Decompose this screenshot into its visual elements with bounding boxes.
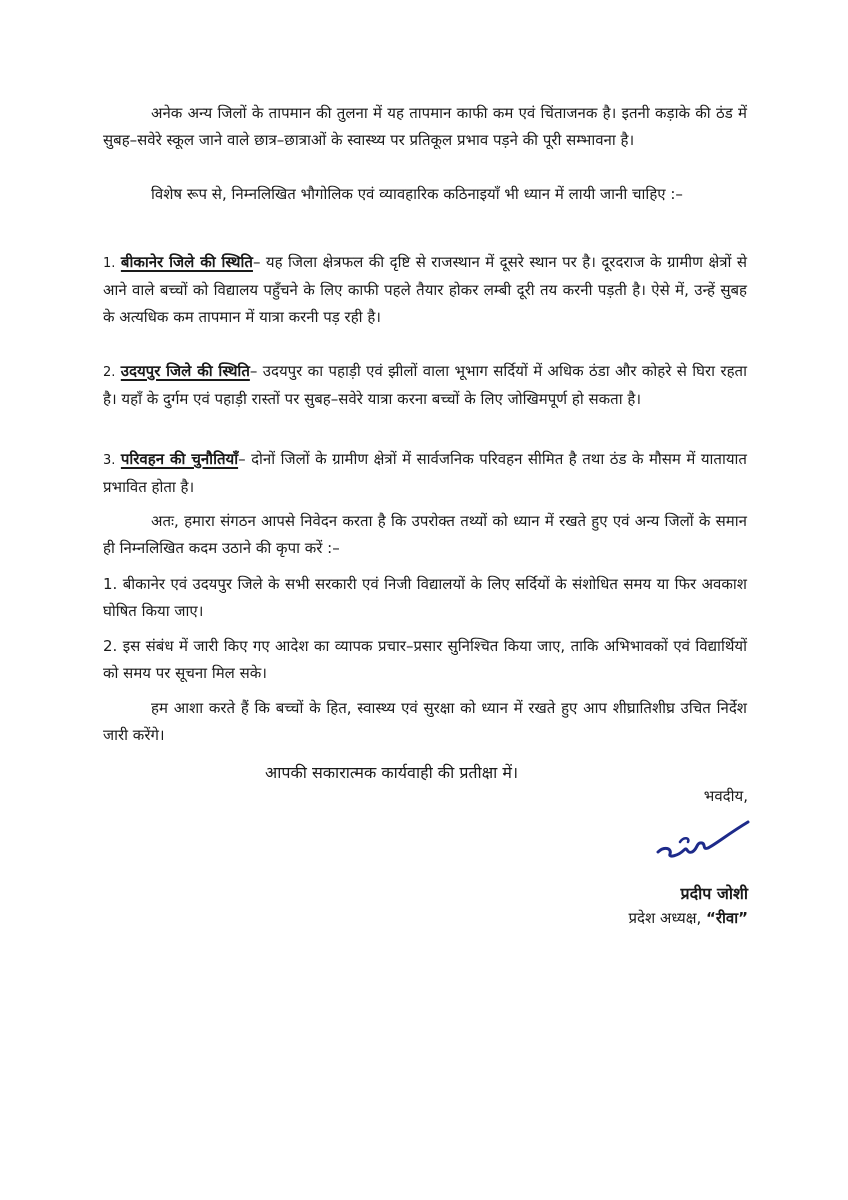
point-1	[103, 249, 747, 331]
point-1-heading: बीकानेर जिले की स्थिति	[120, 253, 253, 271]
request-paragraph: अतः, हमारा संगठन आपसे निवेदन करता है कि उपरोक्त तथ्यों को ध्यान में रखते हुए एवं अन्य जिलों के समान ही निम्नलिखित कदम उठाने की कृपा करें :–	[103, 512, 747, 557]
point-3-number: 3.	[103, 453, 116, 468]
point-2-number: 2.	[103, 365, 116, 380]
handwritten-signature	[650, 812, 760, 867]
valediction: भवदीय,	[703, 787, 748, 805]
point-2-text: – उदयपुर का पहाड़ी एवं झीलों वाला भूभाग सर्दियों में अधिक ठंडा और कोहरे से घिरा रहता है। यहाँ के दुर्गम एवं पहाड़ी रास्तों पर सुबह–सवेरे यात्रा करना बच्चों के लिए जोखिमपूर्ण हो सकता है।	[103, 362, 747, 408]
point-3	[103, 446, 747, 501]
closing-line: आपकी सकारात्मक कार्यवाही की प्रतीक्षा में।	[265, 763, 519, 782]
signer-organization: “रीवा”	[706, 909, 748, 927]
signer-designation	[628, 908, 748, 928]
point-2-heading: उदयपुर जिले की स्थिति	[120, 362, 250, 380]
point-1-text: – यह जिला क्षेत्रफल की दृष्टि से राजस्थान में दूसरे स्थान पर है। दूरदराज के ग्रामीण क्षेत्रों से आने वाले बच्चों को विद्यालय पहुँचने के लिए काफी पहले तैयार होकर लम्बी दूरी तय करनी पड़ती है। ऐसे में, उन्हें सुबह के अत्यधिक कम तापमान में यात्रा करनी पड़ रही है।	[103, 253, 748, 326]
special-paragraph: विशेष रूप से, निम्नलिखित भौगोलिक एवं व्यावहारिक कठिनाइयाँ भी ध्यान में लायी जानी चाहिए :–	[151, 185, 683, 203]
signer-name: प्रदीप जोशी	[680, 884, 748, 903]
request-item-2: 2. इस संबंध में जारी किए गए आदेश का व्यापक प्रचार–प्रसार सुनिश्चित किया जाए, ताकि अभिभावकों एवं विद्यार्थियों को समय पर सूचना मिल सके।	[103, 637, 747, 682]
point-2	[103, 358, 747, 413]
point-1-number: 1.	[103, 256, 116, 271]
point-3-text: – दोनों जिलों के ग्रामीण क्षेत्रों में सार्वजनिक परिवहन सीमित है तथा ठंड के मौसम में यातायात प्रभावित होता है।	[103, 450, 747, 496]
signer-title: प्रदेश अध्यक्ष,	[628, 909, 707, 927]
hope-paragraph: हम आशा करते हैं कि बच्चों के हित, स्वास्थ्य एवं सुरक्षा को ध्यान में रखते हुए आप शीघ्रातिशीघ्र उचित निर्देश जारी करेंगे।	[103, 699, 747, 744]
intro-paragraph: अनेक अन्य जिलों के तापमान की तुलना में यह तापमान काफी कम एवं चिंताजनक है। इतनी कड़ाके की ठंड में सुबह–सवेरे स्कूल जाने वाले छात्र–छात्राओं के स्वास्थ्य पर प्रतिकूल प्रभाव पड़ने की पूरी सम्भावना है।	[103, 104, 747, 149]
point-3-heading: परिवहन की चुनौतियाँ	[120, 450, 239, 468]
request-item-1: 1. बीकानेर एवं उदयपुर जिले के सभी सरकारी एवं निजी विद्यालयों के लिए सर्दियों के संशोधित समय या फिर अवकाश घोषित किया जाए।	[103, 575, 747, 620]
